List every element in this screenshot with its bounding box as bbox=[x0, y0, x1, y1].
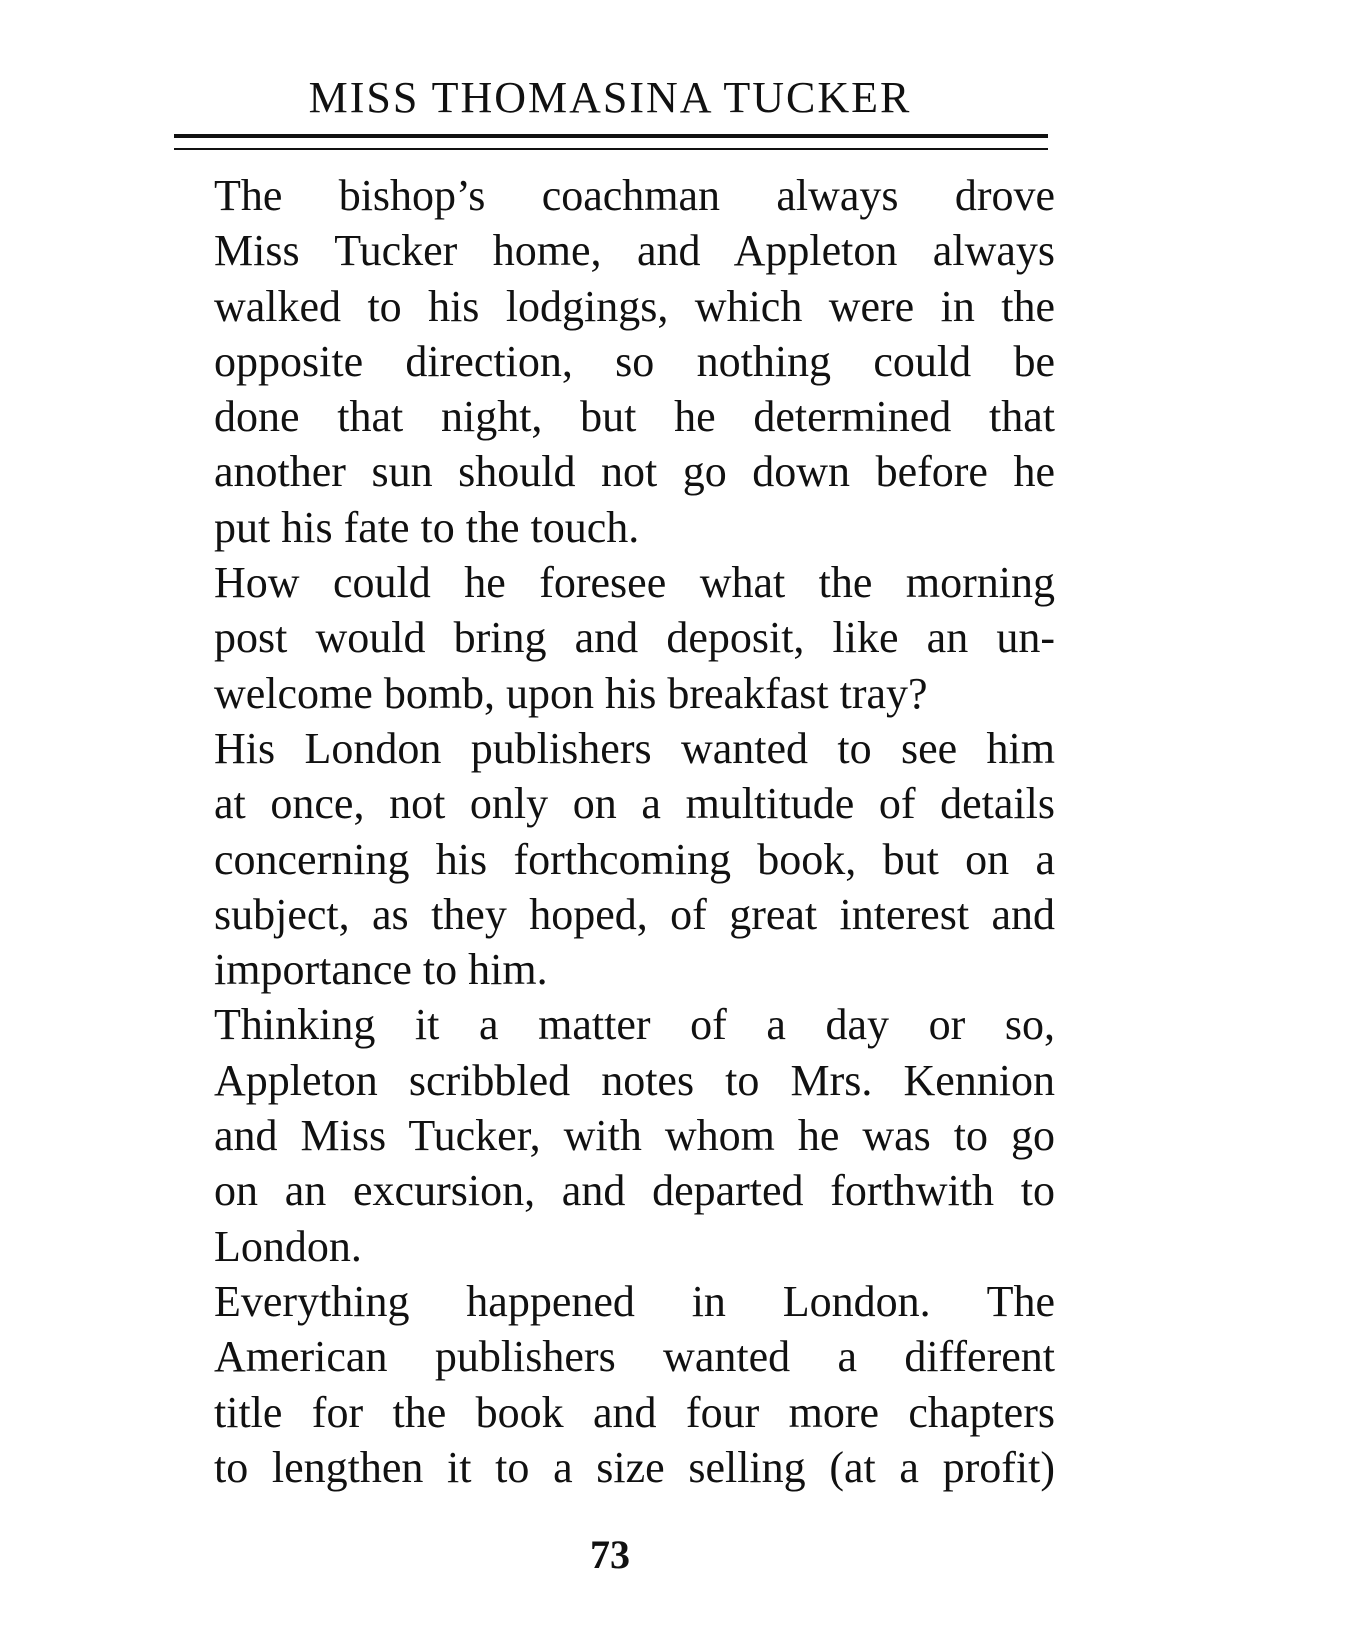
text-line: another sun should not go down before he bbox=[214, 447, 1055, 497]
text-line: Everything happened in London. The bbox=[214, 1276, 1055, 1326]
header-rule-thick bbox=[174, 134, 1048, 138]
body-text bbox=[170, 168, 1055, 1495]
text-line: and Miss Tucker, with whom he was to go bbox=[214, 1111, 1055, 1161]
text-line: walked to his lodgings, which were in the bbox=[214, 281, 1055, 331]
page-number: 73 bbox=[590, 1532, 630, 1577]
text-line: American publishers wanted a different bbox=[214, 1332, 1055, 1382]
text-line: welcome bomb, upon his breakfast tray? bbox=[214, 668, 928, 718]
text-line: Thinking it a matter of a day or so, bbox=[214, 1000, 1055, 1050]
text-line: done that night, but he determined that bbox=[214, 392, 1055, 442]
header-rule-thin bbox=[174, 148, 1048, 150]
text-line: importance to him. bbox=[214, 945, 548, 995]
text-line: to lengthen it to a size selling (at a profit) bbox=[214, 1442, 1055, 1492]
text-line: The bishop’s coachman always drove bbox=[214, 171, 1055, 220]
text-line: Miss Tucker home, and Appleton always bbox=[214, 226, 1055, 276]
text-line: subject, as they hoped, of great interest and bbox=[214, 889, 1055, 939]
text-line: put his fate to the touch. bbox=[214, 502, 640, 552]
text-line: opposite direction, so nothing could be bbox=[214, 336, 1055, 386]
paragraph-5 bbox=[170, 1274, 1055, 1495]
text-line: His London publishers wanted to see him bbox=[214, 723, 1055, 773]
text-line: title for the book and four more chapters bbox=[214, 1387, 1055, 1437]
text-line: at once, not only on a multitude of details bbox=[214, 779, 1055, 829]
running-head: MISS THOMASINA TUCKER bbox=[308, 73, 912, 122]
text-line: Appleton scribbled notes to Mrs. Kennion bbox=[214, 1055, 1055, 1105]
text-line: London. bbox=[214, 1221, 362, 1271]
paragraph-4 bbox=[170, 997, 1055, 1273]
paragraph-2 bbox=[170, 555, 1055, 721]
text-line: on an excursion, and departed forthwith to bbox=[214, 1166, 1055, 1216]
paragraph-3 bbox=[170, 721, 1055, 997]
paragraph-1 bbox=[170, 168, 1055, 555]
text-line: How could he foresee what the morning bbox=[214, 558, 1055, 608]
text-line: post would bring and deposit, like an un- bbox=[214, 613, 1055, 663]
text-line: concerning his forthcoming book, but on a bbox=[214, 834, 1055, 884]
